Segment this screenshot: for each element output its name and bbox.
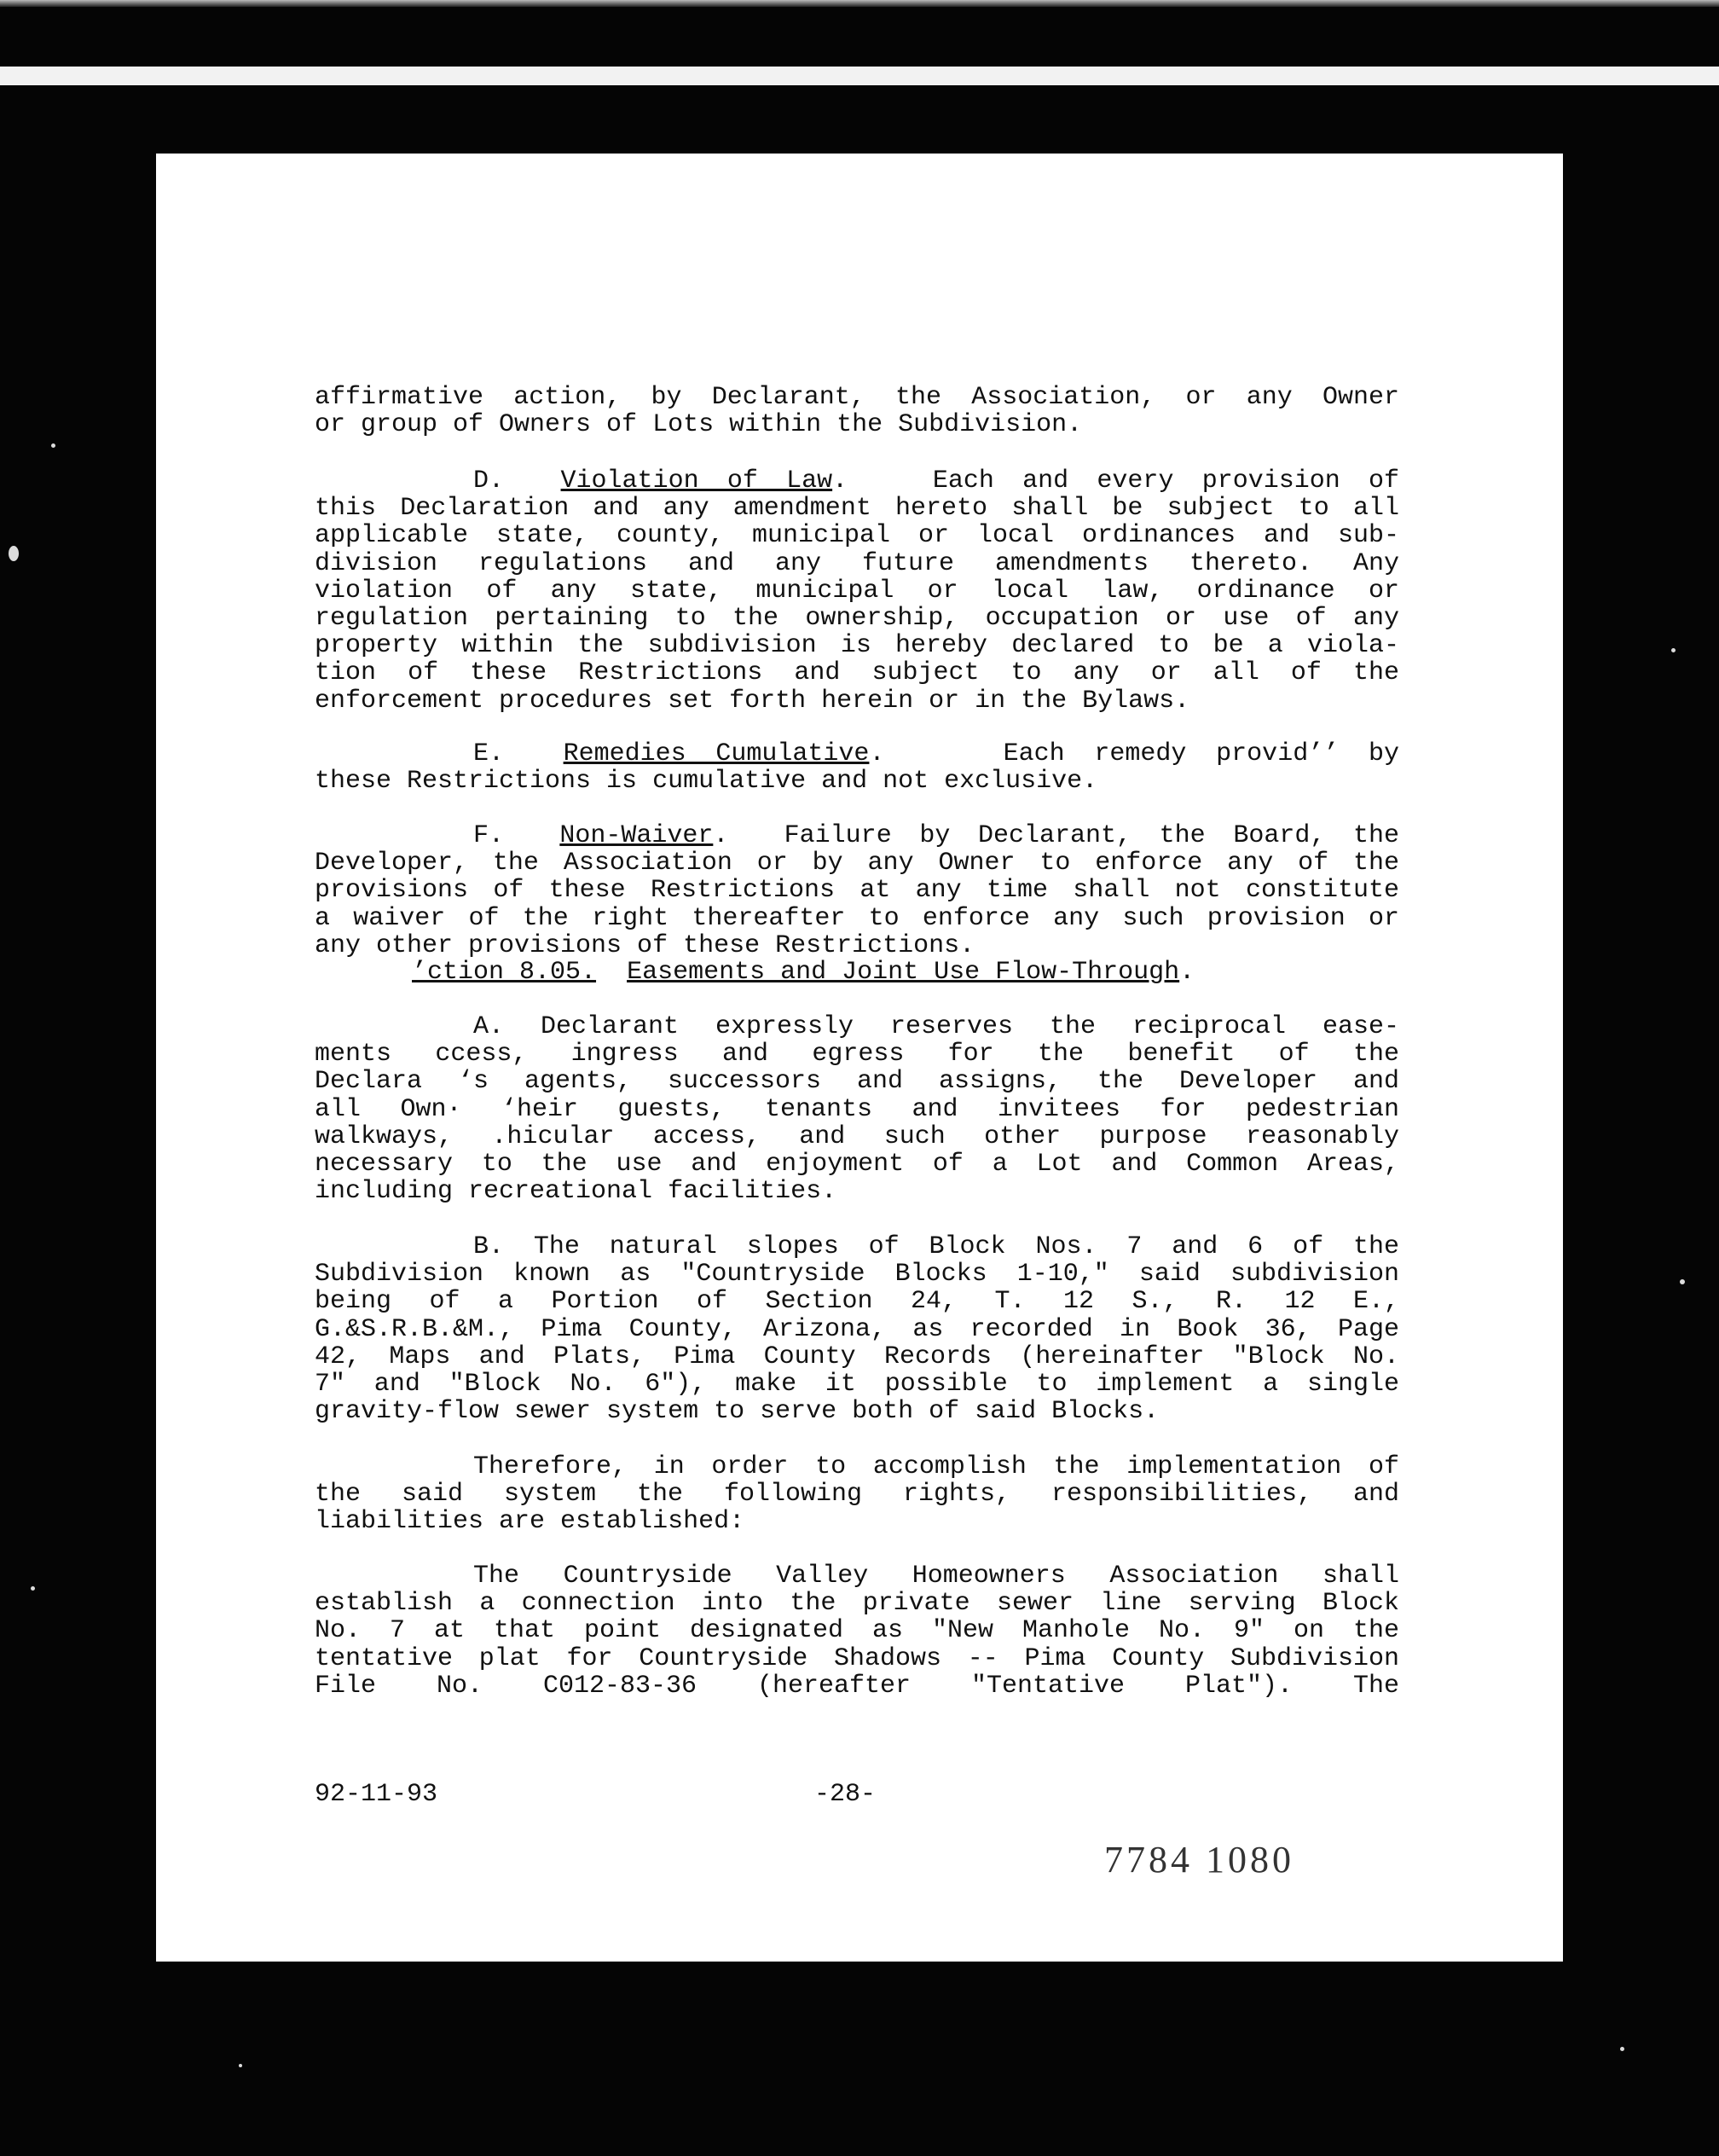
item-letter-d: D. bbox=[473, 467, 505, 496]
text-line bbox=[315, 1233, 1399, 1261]
text-line: all Own· ‘heir guests, tenants and invitees for pedestrian bbox=[315, 1094, 1399, 1124]
text-fragment: The Countryside Valley Homeowners Association shall bbox=[473, 1562, 1399, 1591]
scan-speck bbox=[31, 1586, 35, 1591]
text-line: 7" and "Block No. 6"), make it possible to implement a single bbox=[315, 1370, 1399, 1400]
document-page bbox=[156, 154, 1563, 1962]
heading-non-waiver: Non-Waiver bbox=[559, 821, 714, 850]
text-line: G.&S.R.B.&M., Pima County, Arizona, as recorded in Book 36, Page bbox=[315, 1314, 1399, 1344]
text-line: Subdivision known as "Countryside Blocks 1-10," said subdivision bbox=[315, 1260, 1399, 1290]
scan-speck bbox=[1620, 2047, 1624, 2051]
text-line: tion of these Restrictions and subject to any or all of the bbox=[315, 658, 1399, 688]
paragraph-f-non-waiver bbox=[315, 822, 1399, 959]
paragraph-therefore bbox=[315, 1453, 1399, 1536]
text-line: walkways, .hicular access, and such other purpose reasonably bbox=[315, 1121, 1399, 1151]
text-line: or group of Owners of Lots within the Subdivision. bbox=[315, 410, 1083, 440]
text-line bbox=[315, 1453, 1399, 1481]
text-line: establish a connection into the private sewer line serving Block bbox=[315, 1589, 1399, 1619]
text-fragment: Failure by Declarant, the Board, the bbox=[784, 821, 1400, 850]
text-line: division regulations and any future amendments thereto. Any bbox=[315, 548, 1399, 578]
text-line bbox=[315, 1562, 1399, 1590]
text-line: this Declaration and any amendment hereto shall be subject to all bbox=[315, 494, 1399, 524]
section-number: ’ction 8.05. bbox=[412, 958, 597, 987]
text-line: violation of any state, municipal or local law, ordinance or bbox=[315, 576, 1399, 606]
scan-edge-top bbox=[0, 0, 1719, 7]
text-fragment: B. The natural slopes of Block Nos. 7 and 6 of the bbox=[473, 1232, 1399, 1261]
scan-speck bbox=[1671, 648, 1676, 652]
text-line: necessary to the use and enjoyment of a Lot and Common Areas, bbox=[315, 1150, 1399, 1179]
text-fragment: Each remedy provid’’ by bbox=[1003, 739, 1399, 768]
text-line: tentative plat for Countryside Shadows -- Pima County Subdivision bbox=[315, 1643, 1399, 1673]
paragraph-countryside-association bbox=[315, 1562, 1399, 1700]
text-line: E. Remedies Cumulative. Each remedy provid’’ by bbox=[315, 740, 1399, 768]
text-line: provisions of these Restrictions at any time shall not constitute bbox=[315, 876, 1399, 906]
text-line: Developer, the Association or by any Owner to enforce any of the bbox=[315, 849, 1399, 878]
text-line bbox=[315, 1013, 1399, 1040]
scan-speck bbox=[239, 2064, 242, 2067]
page-number: -28- bbox=[814, 1780, 877, 1809]
section-title: Easements and Joint Use Flow-Through bbox=[627, 958, 1180, 987]
scan-speck bbox=[1680, 1279, 1685, 1284]
text-line: applicable state, county, municipal or local ordinances and sub- bbox=[315, 521, 1399, 551]
text-line: the said system the following rights, responsibilities, and bbox=[315, 1480, 1399, 1510]
section-heading-8-05: ’ction 8.05. Easements and Joint Use Flow-Through. bbox=[412, 958, 1195, 987]
footer-date: 92-11-93 bbox=[315, 1780, 438, 1809]
paragraph-b-natural-slopes bbox=[315, 1233, 1399, 1425]
text-fragment: Therefore, in order to accomplish the implementation of bbox=[473, 1452, 1399, 1481]
text-line: 42, Maps and Plats, Pima County Records (hereinafter "Block No. bbox=[315, 1342, 1399, 1371]
text-line: ments ccess, ingress and egress for the benefit of the bbox=[315, 1040, 1399, 1069]
text-line: being of a Portion of Section 24, T. 12 S., R. 12 E., bbox=[315, 1287, 1399, 1317]
text-line: gravity-flow sewer system to serve both of said Blocks. bbox=[315, 1397, 1160, 1427]
paragraph-a-easements bbox=[315, 1013, 1399, 1205]
text-line: these Restrictions is cumulative and not exclusive. bbox=[315, 767, 1098, 797]
heading-violation-of-law: Violation of Law bbox=[560, 467, 833, 496]
text-line: any other provisions of these Restrictions. bbox=[315, 930, 975, 960]
text-line: No. 7 at that point designated as "New Manhole No. 9" on the bbox=[315, 1616, 1399, 1646]
text-fragment: Each and every provision of bbox=[932, 467, 1399, 496]
scan-speck bbox=[51, 443, 55, 448]
text-line: enforcement procedures set forth herein or in the Bylaws. bbox=[315, 686, 1190, 716]
text-line: liabilities are established: bbox=[315, 1507, 745, 1537]
paragraph-e-remedies-cumulative bbox=[315, 740, 1399, 795]
text-line: a waiver of the right thereafter to enforce any such provision or bbox=[315, 903, 1399, 933]
recording-stamp: 7784 1080 bbox=[1104, 1839, 1294, 1881]
text-line: D. Violation of Law. Each and every provision of bbox=[315, 467, 1399, 495]
text-fragment: A. Declarant expressly reserves the reciprocal ease- bbox=[473, 1012, 1399, 1041]
document-body bbox=[156, 154, 1563, 1962]
scan-speck bbox=[9, 546, 19, 561]
text-line: property within the subdivision is hereby declared to be a viola- bbox=[315, 631, 1399, 661]
item-letter-f: F. bbox=[473, 821, 505, 850]
text-line: affirmative action, by Declarant, the Association, or any Owner bbox=[315, 383, 1399, 412]
text-line: File No. C012-83-36 (hereafter "Tentative Plat"). The bbox=[315, 1671, 1399, 1701]
text-line: regulation pertaining to the ownership, occupation or use of any bbox=[315, 604, 1399, 634]
text-line: F. Non-Waiver. Failure by Declarant, the Board, the bbox=[315, 822, 1399, 849]
paragraph-intro bbox=[315, 384, 1399, 438]
text-line: including recreational facilities. bbox=[315, 1177, 837, 1207]
text-line: Declara ‘s agents, successors and assigns, the Developer and bbox=[315, 1067, 1399, 1097]
item-letter-e: E. bbox=[473, 739, 505, 768]
paragraph-d-violation-of-law bbox=[315, 467, 1399, 715]
heading-remedies-cumulative: Remedies Cumulative bbox=[563, 739, 870, 768]
scan-edge-band bbox=[0, 67, 1719, 85]
